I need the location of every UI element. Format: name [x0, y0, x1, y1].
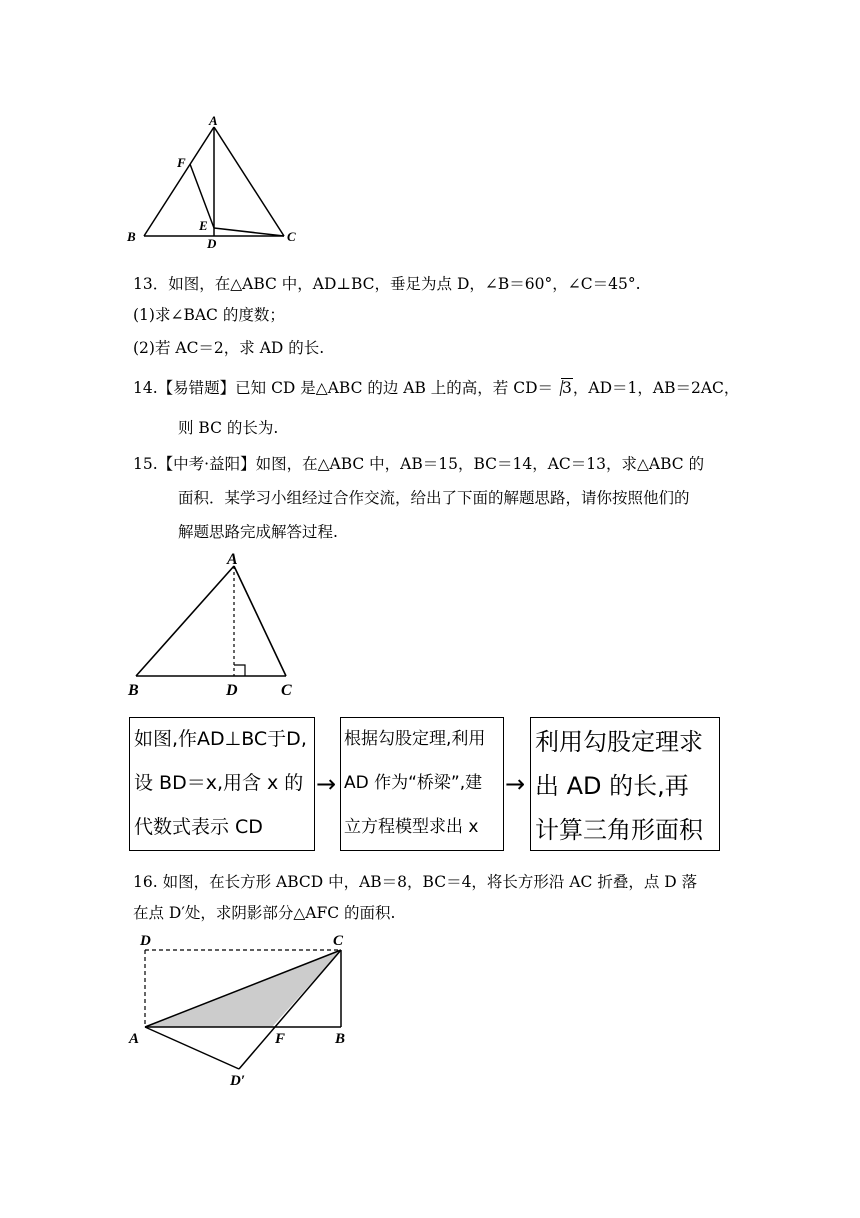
flow-box-1-line2: 设 BD＝x,用含 x 的	[134, 772, 304, 794]
label-f: F	[275, 1031, 286, 1047]
label-b: B	[127, 229, 136, 244]
flow-box-3-line1: 利用勾股定理求	[535, 728, 703, 756]
label-d: D	[140, 933, 151, 949]
flow-box-2	[340, 717, 504, 851]
q14-text-a: 14.【易错题】已知 CD 是△ABC 的边 AB 上的高，若 CD＝	[133, 379, 554, 397]
label-a: A	[227, 551, 238, 568]
segment-ad-prime	[145, 1027, 239, 1069]
flow-box-2-line2: AD 作为“桥梁”,建	[344, 773, 483, 793]
segment-ab	[136, 566, 234, 676]
figure-3-folded-rectangle	[120, 930, 360, 1092]
q15-line3: 解题思路完成解答过程.	[178, 523, 338, 541]
flow-box-2-line3: 立方程模型求出 x	[344, 817, 479, 837]
flow-arrow-2: →	[505, 770, 526, 798]
label-c: C	[287, 229, 296, 244]
segment-ac	[234, 566, 286, 676]
q14-text-b: ，AD＝1，AB＝2AC，	[572, 379, 740, 397]
label-e: E	[199, 218, 208, 233]
q14-line1	[133, 378, 739, 398]
label-d-prime: D′	[230, 1073, 246, 1089]
q15-line2: 面积．某学习小组经过合作交流，给出了下面的解题思路，请你按照他们的	[178, 489, 690, 507]
q14-line2: 则 BC 的长为.	[178, 419, 279, 437]
segment-ec	[214, 228, 284, 236]
label-f: F	[177, 155, 186, 170]
q13-line1: 13．如图，在△ABC 中，AD⊥BC，垂足为点 D，∠B＝60°，∠C＝45°.	[133, 275, 641, 293]
label-a: A	[129, 1031, 140, 1047]
flow-box-3-line3: 计算三角形面积	[535, 816, 703, 844]
sqrt-radicand: 3	[562, 379, 572, 397]
q13-line2: (1)求∠BAC 的度数；	[133, 306, 285, 324]
label-b: B	[128, 682, 139, 699]
flow-box-1-line3: 代数式表示 CD	[134, 816, 263, 838]
sqrt-symbol	[553, 378, 573, 398]
label-c: C	[333, 933, 344, 949]
right-angle-mark	[234, 665, 245, 676]
label-d: D	[207, 236, 217, 251]
q16-line2: 在点 D′处，求阴影部分△AFC 的面积.	[133, 904, 396, 922]
q16-line1: 16. 如图，在长方形 ABCD 中，AB＝8，BC＝4，将长方形沿 AC 折叠，点 D 落	[133, 873, 698, 891]
segment-ac	[214, 127, 284, 236]
label-d: D	[226, 682, 238, 699]
label-b: B	[335, 1031, 346, 1047]
flow-arrow-1: →	[316, 770, 337, 798]
flow-box-2-line1: 根据勾股定理,利用	[344, 729, 486, 749]
q15-line1: 15.【中考·益阳】如图，在△ABC 中，AB＝15，BC＝14，AC＝13，求△ABC 的	[133, 455, 705, 473]
label-c: C	[281, 682, 292, 699]
flow-box-1	[129, 717, 315, 851]
flow-box-3-line2: 出 AD 的长,再	[535, 772, 689, 800]
label-a: A	[209, 113, 218, 128]
flow-box-1-line1: 如图,作AD⊥BC于D,	[134, 728, 307, 750]
figure-1-triangle	[120, 112, 310, 252]
q13-line3: (2)若 AC＝2，求 AD 的长.	[133, 339, 325, 357]
flow-box-3	[530, 717, 720, 851]
figure-2-triangle	[120, 548, 310, 700]
